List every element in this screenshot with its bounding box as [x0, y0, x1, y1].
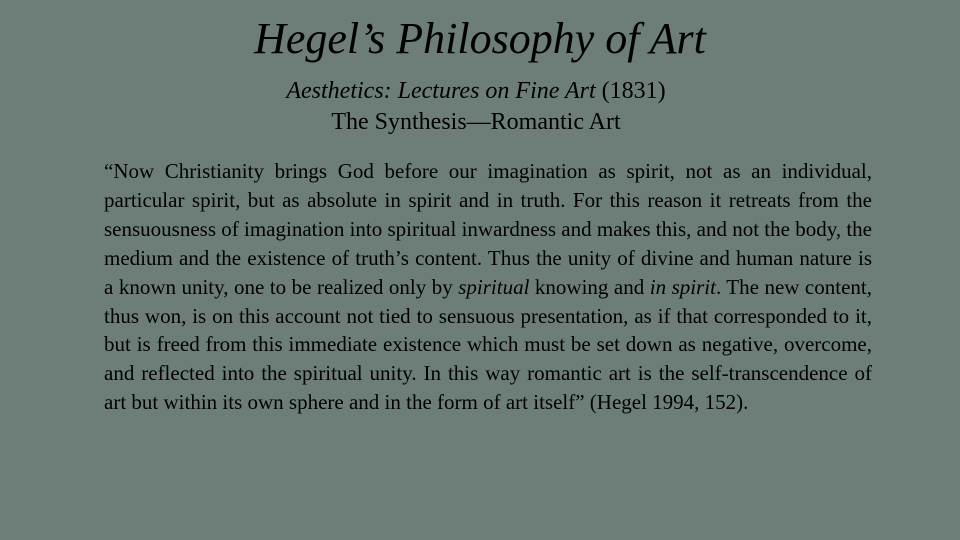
- hegel-quote: [104, 157, 872, 417]
- slide-title-text: Hegel’s Philosophy of Art: [254, 14, 706, 63]
- quote-text-part-1: “Now Christianity brings God before our imagination as spirit, not as an individual, particular spirit, but as absolute in spirit and in truth. For this reason it retreats from the sensuousness of imagination into spiritual inwardness and makes this, and not the body, the medium and the existence of truth’s content. Thus the unity of divine and human nature is a known unity, one to be realized only by: [104, 159, 872, 299]
- work-year: (1831): [595, 78, 666, 104]
- slide-subtitle: [0, 76, 952, 138]
- slide-title: [0, 11, 960, 67]
- subtitle-line-work: [0, 76, 952, 107]
- work-title: Aesthetics: Lectures on Fine Art: [286, 78, 596, 104]
- quote-text-part-2: knowing and: [529, 274, 650, 299]
- quote-emphasis-in-spirit: in spirit: [649, 274, 716, 299]
- quote-text-part-3: . The new content, thus won, is on this account not tied to sensuous presentation, as if that corresponded to it, but is freed from this immediate existence which must be set down as negative, overcome, and reflected into the spiritual unity. In this way romantic art is the self-transcendence of art but within its own sphere and in the form of art itself” (Hegel 1994, 152).: [104, 274, 872, 415]
- subtitle-line-section: The Synthesis—Romantic Art: [331, 109, 621, 135]
- quote-emphasis-spiritual: spiritual: [458, 274, 530, 299]
